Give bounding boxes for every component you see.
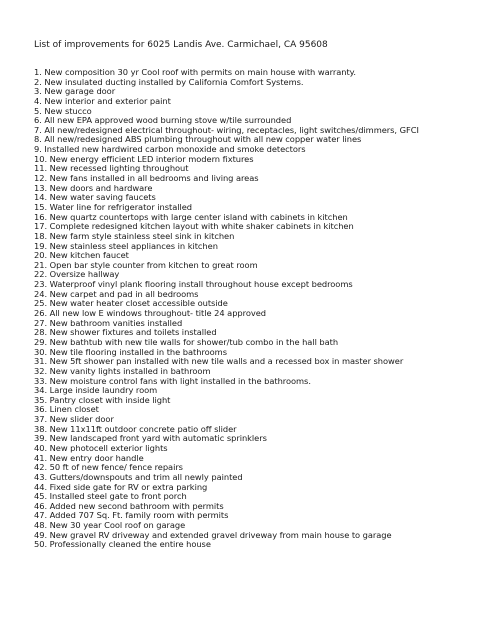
list-item: 15. Water line for refrigerator installed xyxy=(34,202,193,212)
list-item: 35. Pantry closet with inside light xyxy=(34,395,171,405)
list-item: 1. New composition 30 yr Cool roof with permits on main house with warranty. xyxy=(34,68,356,77)
list-item: 25. New water heater closet accessible outside xyxy=(34,299,228,309)
list-item: 33. New moisture control fans with light installed in the bathrooms. xyxy=(34,376,311,386)
list-item: 20. New kitchen faucet xyxy=(34,251,129,261)
list-item: 36. Linen closet xyxy=(34,405,99,415)
list-item: 19. New stainless steel appliances in kitchen xyxy=(34,241,218,251)
list-item: 24. New carpet and pad in all bedrooms xyxy=(34,289,199,299)
list-item: 9. Installed new hardwired carbon monoxide and smoke detectors xyxy=(34,145,306,155)
list-item: 17. Complete redesigned kitchen layout with white shaker cabinets in kitchen xyxy=(34,222,354,232)
list-item: 18. New farm style stainless steel sink in kitchen xyxy=(34,231,235,241)
list-item: 6. All new EPA approved wood burning stove w/tile surrounded xyxy=(34,116,292,126)
list-item: 22. Oversize hallway xyxy=(34,270,120,280)
list-item: 12. New fans installed in all bedrooms and living areas xyxy=(34,174,259,184)
list-item: 41. New entry door handle xyxy=(34,453,144,463)
list-item: 40. New photocell exterior lights xyxy=(34,443,168,453)
list-item: 27. New bathroom vanities installed xyxy=(34,318,183,328)
list-item: 13. New doors and hardware xyxy=(34,183,153,193)
list-item: 47. Added 707 Sq. Ft. family room with permits xyxy=(34,511,229,521)
list-item: 42. 50 ft of new fence/ fence repairs xyxy=(34,463,183,473)
list-item: 4. New interior and exterior paint xyxy=(34,96,171,106)
list-item: 34. Large inside laundry room xyxy=(34,386,158,396)
improvements-list xyxy=(34,68,474,550)
list-item: 44. Fixed side gate for RV or extra parking xyxy=(34,482,208,492)
list-item: 28. New shower fixtures and toilets installed xyxy=(34,328,217,338)
list-item: 14. New water saving faucets xyxy=(34,193,156,203)
list-item: 7. All new/redesigned electrical throughout- wiring, receptacles, light switches/dimmers, GFCI xyxy=(34,125,419,135)
list-item: 32. New vanity lights installed in bathroom xyxy=(34,366,211,376)
list-item: 30. New tile flooring installed in the bathrooms xyxy=(34,347,227,357)
list-item: 29. New bathtub with new tile walls for shower/tub combo in the hall bath xyxy=(34,337,339,347)
list-item: 3. New garage door xyxy=(34,87,116,97)
list-item: 31. New 5ft shower pan installed with new tile walls and a recessed box in master shower xyxy=(34,357,404,367)
list-item: 38. New 11x11ft outdoor concrete patio off slider xyxy=(34,424,237,434)
list-item: 45. Installed steel gate to front porch xyxy=(34,492,187,502)
document-title: List of improvements for 6025 Landis Ave. Carmichael, CA 95608 xyxy=(34,40,328,50)
list-item: 16. New quartz countertops with large center island with cabinets in kitchen xyxy=(34,212,348,222)
list-item: 23. Waterproof vinyl plank flooring install throughout house except bedrooms xyxy=(34,280,353,290)
list-item: 10. New energy efficient LED interior modern fixtures xyxy=(34,154,254,164)
list-item: 43. Gutters/downspouts and trim all newly painted xyxy=(34,472,243,482)
list-item: 39. New landscaped front yard with automatic sprinklers xyxy=(34,434,267,444)
list-item: 5. New stucco xyxy=(34,106,92,116)
list-item: 48. New 30 year Cool roof on garage xyxy=(34,521,186,531)
list-item: 37. New slider door xyxy=(34,415,114,425)
list-item: 50. Professionally cleaned the entire house xyxy=(34,540,211,550)
list-item: 2. New insulated ducting installed by California Comfort Systems. xyxy=(34,77,304,87)
list-item: 26. All new low E windows throughout- title 24 approved xyxy=(34,309,266,319)
list-item: 11. New recessed lighting throughout xyxy=(34,164,189,174)
list-item: 8. All new/redesigned ABS plumbing throughout with all new copper water lines xyxy=(34,135,362,145)
list-item: 46. Added new second bathroom with permits xyxy=(34,501,224,511)
list-item: 49. New gravel RV driveway and extended gravel driveway from main house to garage xyxy=(34,530,392,540)
list-item: 21. Open bar style counter from kitchen to great room xyxy=(34,260,258,270)
